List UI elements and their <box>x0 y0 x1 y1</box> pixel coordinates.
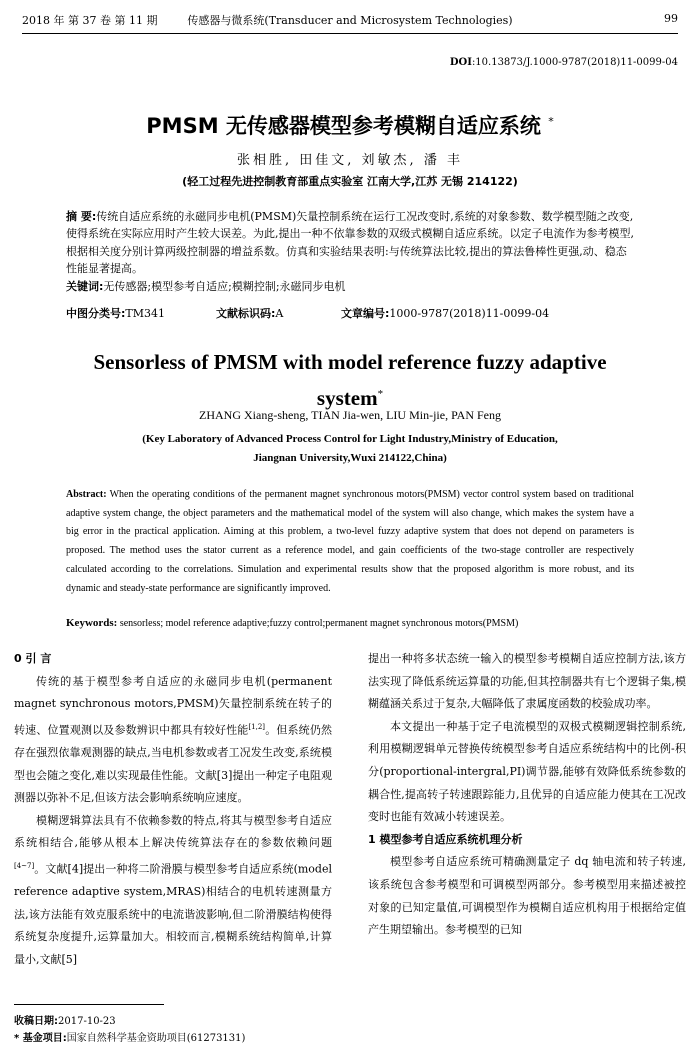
english-title <box>66 346 634 414</box>
article-no-value: 1000-9787(2018)11-0099-04 <box>389 307 550 320</box>
footnote-divider <box>14 1004 164 1005</box>
doc-code-value: A <box>275 307 284 320</box>
english-title-mark: * <box>377 388 384 400</box>
body-column-right <box>368 648 686 942</box>
paragraph-text: 传统的基于模型参考自适应的永磁同步电机(permanent magnet synchronous motors,PMSM)矢量控制系统在转子的转速、位置观测以及参数辨识中都具有较好性能 <box>14 674 332 737</box>
english-keywords-label: Keywords: <box>66 617 118 629</box>
paragraph-text: 。文献[4]提出一种将二阶滑膜与模型参考自适应系统(model reference adaptive system,MRAS)相结合的电机转速测量方法,该方法能有效克服系统中的电流谐波影响,但二阶滑膜结构使得系统复杂度提升,运算量加大。相较而言,模糊系统结构简单,计算量小,文献[5] <box>14 862 332 967</box>
received-date <box>14 1012 116 1027</box>
classification-row <box>66 305 666 321</box>
english-title-text: Sensorless of PMSM with model reference fuzzy adaptive system <box>93 350 607 410</box>
paragraph <box>14 671 332 810</box>
clc-value: TM341 <box>125 307 166 320</box>
doi-line <box>450 57 678 68</box>
chinese-keywords-label: 关键词: <box>66 279 104 293</box>
chinese-authors: 张相胜, 田佳文, 刘敏杰, 潘 丰 <box>237 153 463 168</box>
english-keywords-text: sensorless; model reference adaptive;fuzzy control;permanent magnet synchronous motors(PMSM) <box>119 618 519 629</box>
paragraph: 提出一种将多状态统一输入的模型参考模糊自适应控制方法,该方法实现了降低系统运算量的功能,但其控制器共有七个逻辑子集,模糊蕴涵关系过于复杂,大幅降低了隶属度函数的校验成功率。 <box>368 652 686 711</box>
header-divider <box>22 33 678 34</box>
paragraph-text: 模糊逻辑算法具有不依赖参数的特点,将其与模型参考自适应系统相结合,能够从根本上解决传统算法存在的参数依赖问题 <box>14 813 332 850</box>
doc-code-label: 文献标识码: <box>216 307 276 320</box>
article-no-label: 文章编号: <box>341 307 390 320</box>
paragraph-text: 。但系统仍然存在强烈依靠观测器的缺点,当电机参数或者工况发生改变,系统模型也会随之变化,难以实现最佳性能。文献[3]提出一种定子电阻观测器以弥补不足,但该方法会影响系统响应速度。 <box>14 723 333 805</box>
fund-note <box>14 1029 245 1044</box>
page-number: 99 <box>664 12 678 25</box>
section-heading: 0 引 言 <box>14 652 52 665</box>
body-column-left <box>14 648 332 972</box>
section-heading: 1 模型参考自适应系统机理分析 <box>368 832 523 846</box>
english-affiliation <box>0 430 700 468</box>
journal-name: 传感器与微系统(Transducer and Microsystem Technologies) <box>187 14 513 27</box>
english-abstract <box>66 486 634 598</box>
english-keywords <box>66 617 640 629</box>
chinese-title <box>0 110 700 140</box>
citation: [1,2] <box>248 722 266 731</box>
chinese-title-mark: * <box>548 115 554 128</box>
english-authors: ZHANG Xiang-sheng, TIAN Jia-wen, LIU Min-jie, PAN Feng <box>199 408 501 422</box>
english-affiliation-line-2: Jiangnan University,Wuxi 214122,China) <box>253 452 447 464</box>
chinese-keywords: 无传感器;模型参考自适应;模糊控制;永磁同步电机 <box>103 279 346 293</box>
fund-value: 国家自然科学基金资助项目(61273131) <box>66 1033 246 1044</box>
citation: [4~7] <box>14 862 35 870</box>
paragraph <box>14 810 332 972</box>
fund-label: * 基金项目: <box>14 1033 67 1044</box>
running-header <box>22 12 678 32</box>
chinese-abstract-text: 传统自适应系统的永磁同步电机(PMSM)矢量控制系统在运行工况改变时,系统的对象参数、数学模型随之改变,使得系统在实际应用时产生较大误差。为此,提出一种不依靠参数的双级式模糊自适应系统。以定子电流作为参考模型,根据相关度分别计算两级控制器的增益系数。仿真和实验结果表明:与传统算法比较,提出的算法鲁棒性更强,动、稳态性能显著提高。 <box>66 210 634 276</box>
english-affiliation-line-1: (Key Laboratory of Advanced Process Control for Light Industry,Ministry of Education, <box>142 433 558 445</box>
issue-info: 2018 年 第 37 卷 第 11 期 <box>22 14 158 27</box>
english-abstract-label: Abstract: <box>66 489 107 500</box>
clc-label: 中图分类号: <box>66 307 126 320</box>
doi-label: DOI <box>449 57 472 68</box>
english-abstract-text: When the operating conditions of the permanent magnet synchronous motors(PMSM) vector control system based on traditional adaptive system change, the object parameters and the mathematical model of the system will also change, which makes the system have a big error in the practical application. Aiming at this problem, a two-level fuzzy adaptive system that does not depend on parameters is proposed. The method uses the stator current as a reference model, and gain coefficients of the two-stage controller are respectively calculated according to the correlations. Simulation and experimental results show that the proposed algorithm is more robust, and its dynamic and steady-state performance are significantly improved. <box>66 489 634 594</box>
doi-value: :10.13873/J.1000-9787(2018)11-0099-04 <box>471 57 678 68</box>
paragraph: 模型参考自适应系统可精确测量定子 dq 轴电流和转子转速,该系统包含参考模型和可调模型两部分。参考模型用来描述被控对象的已知定量值,可调模型作为模糊自适应机构用于根据给定值产生期望输出。参考模型的已知 <box>368 855 686 937</box>
received-label: 收稿日期: <box>14 1016 58 1027</box>
chinese-abstract-label: 摘 要: <box>66 210 97 223</box>
chinese-abstract <box>66 208 634 295</box>
paragraph: 本文提出一种基于定子电流模型的双极式模糊逻辑控制系统,利用模糊逻辑单元替换传统模型参考自适应系统结构中的比例-积分(proportional-intergral,PI)调节器,能够有效降低系统参数的耦合性,提高转子转速跟踪能力,且优异的自适应能力使其在工况改变时也能有效减小转速误差。 <box>368 719 686 824</box>
chinese-title-text: PMSM 无传感器模型参考模糊自适应系统 <box>146 114 541 138</box>
received-value: 2017-10-23 <box>58 1016 116 1027</box>
chinese-affiliation: (轻工过程先进控制教育部重点实验室 江南大学,江苏 无锡 214122) <box>182 175 518 188</box>
